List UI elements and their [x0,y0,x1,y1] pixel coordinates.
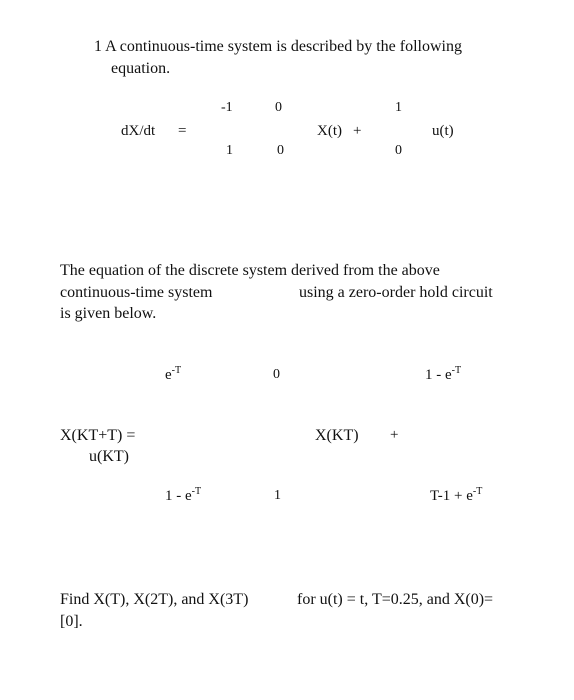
problem-line-2: equation. [111,60,171,77]
continuous-plus: + [353,123,362,139]
matrix-a-r2c1: 1 [226,143,233,158]
description-line-3: is given below. [60,305,157,322]
continuous-equals: = [178,123,187,139]
matrix-b-r2: 0 [395,143,402,158]
g-r1c1: $e^{-T}$ [165,365,182,383]
continuous-x-term: X(t) [317,123,342,139]
h-r2: $T-1 + e^{-T}$ [430,486,483,504]
continuous-u-term: u(t) [432,123,454,139]
problem-line-1: 1 A continuous-time system is described by the following [94,38,462,55]
continuous-lhs: dX/dt [121,123,156,139]
matrix-a-r2c2: 0 [277,143,284,158]
discrete-plus: + [390,427,399,443]
g-r2c1: $1 - e^{-T}$ [165,486,202,504]
question-line-2: [0]. [60,613,83,630]
description-line-2-right: using a zero-order hold circuit [299,284,493,301]
question-right: for u(t) = t, T=0.25, and X(0)= [297,591,494,608]
g-r1c2: 0 [273,367,280,382]
h-r1: $1 - e^{-T}$ [425,365,462,383]
matrix-b-r1: 1 [395,100,402,115]
discrete-lhs-cont: u(KT) [89,448,129,465]
matrix-a-r1c2: 0 [275,100,282,115]
description-line-1: The equation of the discrete system derived from the above [60,262,440,279]
question-left: Find X(T), X(2T), and X(3T) [60,591,249,608]
g-r2c2: 1 [274,488,281,503]
description-line-2-left: continuous-time system [60,284,213,301]
discrete-x-term: X(KT) [315,427,359,444]
matrix-a-r1c1: -1 [221,100,233,115]
discrete-lhs: X(KT+T) = [60,427,136,444]
